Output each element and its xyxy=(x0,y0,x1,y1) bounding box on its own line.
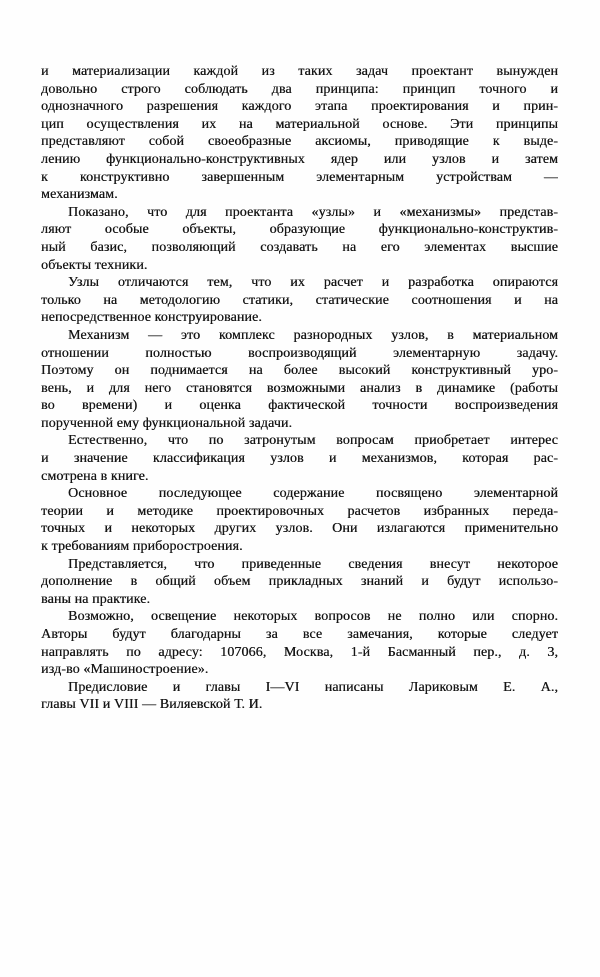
text-line: Авторы будут благодарны за все замечания, которые следует xyxy=(41,627,558,642)
paragraph xyxy=(41,679,558,714)
text-line: цип осуществления их на материальной основе. Эти принципы xyxy=(41,116,558,132)
text-line: теории и методике проектировочных расчетов избранных переда- xyxy=(41,503,558,519)
text-line: Представляется, что приведенные сведения внесут некоторое xyxy=(68,556,558,572)
paragraph xyxy=(41,274,558,327)
text-line: довольно строго соблюдать два принципа: принцип точного и xyxy=(41,81,558,97)
text-line: к конструктивно завершенным элементарным устройствам — xyxy=(41,169,558,185)
text-line: ляют особые объекты, образующие функционально-конструктив- xyxy=(41,222,558,238)
text-line: порученной ему функциональной задачи. xyxy=(41,415,293,431)
text-line: точных и некоторых других узлов. Они излагаются применительно xyxy=(41,521,558,537)
text-line: Естественно, что по затронутым вопросам приобретает интерес xyxy=(68,433,558,449)
text-line: Возможно, освещение некоторых вопросов не полно или спорно. xyxy=(68,609,558,625)
text-line: к требованиям приборостроения. xyxy=(41,539,243,555)
text-line: ваны на практике. xyxy=(41,591,151,607)
text-line: Предисловие и главы I—VI написаны Лариковым Е. А., xyxy=(68,679,558,695)
text-line: Поэтому он поднимается на более высокий конструктивный уро- xyxy=(41,363,558,379)
text-line: объекты техники. xyxy=(41,257,148,273)
text-line: дополнение в общий объем прикладных знаний и будут использо- xyxy=(41,574,558,590)
text-line: однозначного разрешения каждого этапа проектирования и прин- xyxy=(41,99,558,115)
page-text xyxy=(41,63,558,714)
text-line: смотрена в книге. xyxy=(41,468,149,484)
paragraph xyxy=(41,63,558,204)
text-line: вень, и для него становятся возможными анализ в динамике (работы xyxy=(41,380,558,396)
text-line: во времени) и оценка фактической точности воспроизведения xyxy=(41,398,558,414)
text-line: Показано, что для проектанта «узлы» и «механизмы» представ- xyxy=(68,204,558,220)
paragraph xyxy=(41,485,558,555)
text-line: и значение классификация узлов и механизмов, которая рас- xyxy=(41,451,558,467)
paragraph xyxy=(41,556,558,609)
text-line: непосредственное конструирование. xyxy=(41,310,262,326)
text-line: лению функционально-конструктивных ядер или узлов и затем xyxy=(41,151,558,167)
text-line: ный базис, позволяющий создавать на его элементах высшие xyxy=(41,239,558,255)
paragraph xyxy=(41,608,558,678)
text-line: Узлы отличаются тем, что их расчет и разработка опираются xyxy=(68,275,558,291)
text-line: главы VII и VIII — Виляевской Т. И. xyxy=(41,697,263,713)
text-line: и материализации каждой из таких задач проектант вынужден xyxy=(41,64,558,79)
text-line: направлять по адресу: 107066, Москва, 1-й Басманный пер., д. 3, xyxy=(41,644,558,660)
text-line: Механизм — это комплекс разнородных узлов, в материальном xyxy=(68,327,558,343)
paragraph xyxy=(41,432,558,485)
text-line: представляют собой своеобразные аксиомы, приводящие к выде- xyxy=(41,134,558,150)
text-line: Основное последующее содержание посвящено элементарной xyxy=(68,486,558,502)
paragraph xyxy=(41,204,558,274)
text-line: отношении полностью воспроизводящий элементарную задачу. xyxy=(41,345,558,361)
text-line: изд-во «Машиностроение». xyxy=(41,662,209,678)
text-line: только на методологию статики, статические соотношения и на xyxy=(41,292,558,308)
text-line: механизмам. xyxy=(41,187,118,203)
paragraph xyxy=(41,327,558,433)
